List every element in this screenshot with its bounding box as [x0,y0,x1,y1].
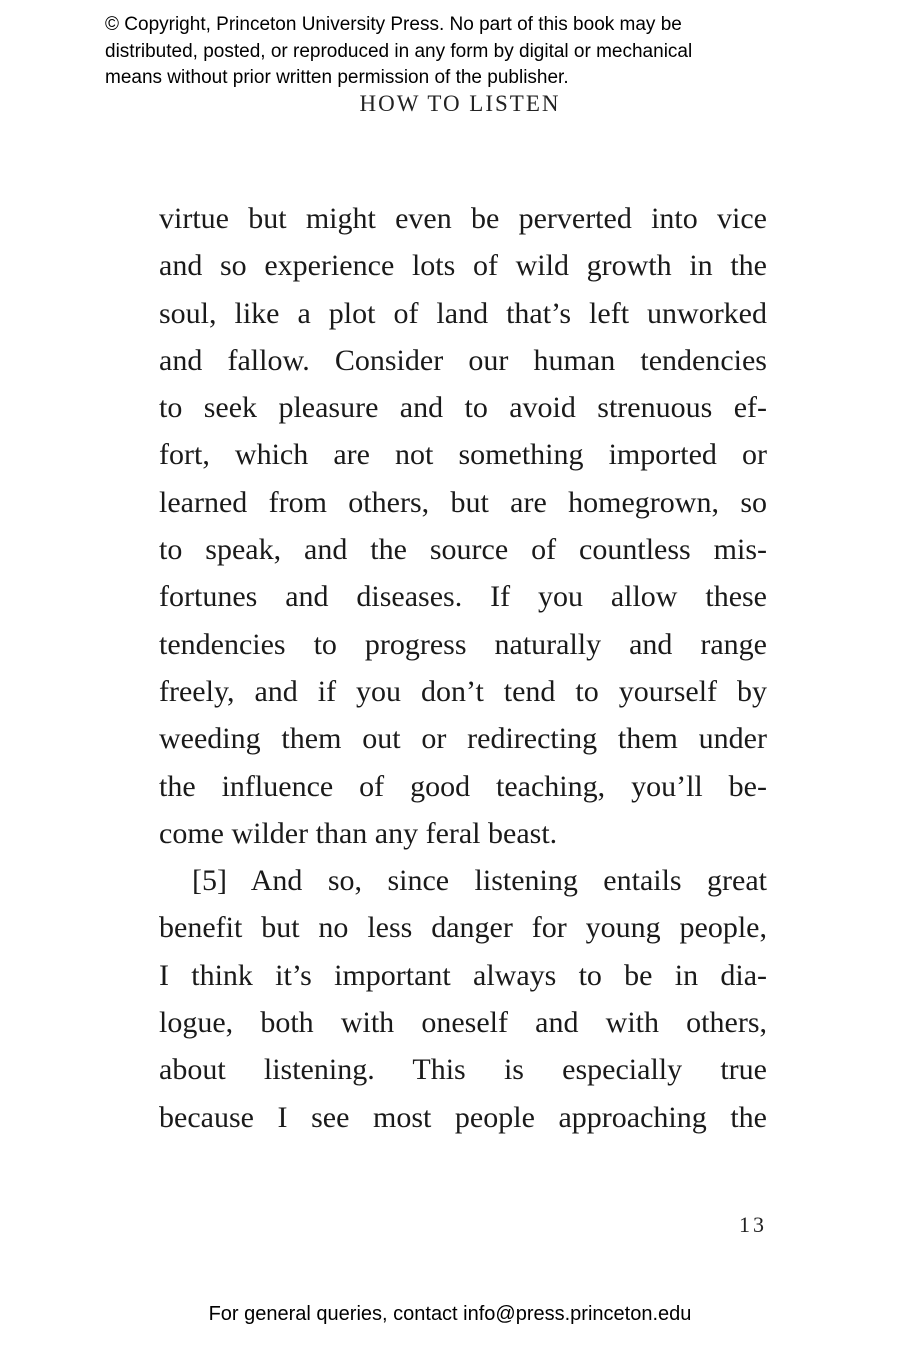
text-line: about listening. This is especially true [159,1053,767,1087]
text-line: [5] And so, since listening entails great [192,864,767,898]
copyright-notice [105,12,825,92]
text-line: and fallow. Consider our human tendencies [159,343,767,377]
text-line: to speak, and the source of countless mis- [159,533,767,567]
text-line: because I see most people approaching the [159,1100,767,1134]
copyright-line: distributed, posted, or reproduced in any form by digital or mechanical [105,40,693,62]
body-text [159,195,767,1141]
text-line: benefit but no less danger for young people, [159,911,767,945]
text-line: fortunes and diseases. If you allow these [159,580,767,614]
text-line: fort, which are not something imported or [159,438,767,472]
text-line: the influence of good teaching, you’ll be- [159,769,767,803]
page-number: 13 [739,1212,767,1237]
text-line: weeding them out or redirecting them under [159,722,767,756]
text-line: soul, like a plot of land that’s left unworked [159,296,767,330]
footer-contact: For general queries, contact info@press.princeton.edu [208,1303,692,1325]
text-line: and so experience lots of wild growth in the [159,249,767,283]
text-line: I think it’s important always to be in dia- [159,958,767,992]
text-line: tendencies to progress naturally and range [159,627,767,661]
text-line: come wilder than any feral beast. [159,816,558,850]
text-line: logue, both with oneself and with others, [159,1006,767,1040]
copyright-line: means without prior written permission of the publisher. [105,67,569,88]
copyright-line: © Copyright, Princeton University Press. No part of this book may be [105,14,682,35]
text-line: learned from others, but are homegrown, so [159,485,767,519]
text-line: freely, and if you don’t tend to yourself by [159,674,767,708]
text-line: virtue but might even be perverted into vice [159,202,767,235]
running-head: HOW TO LISTEN [359,91,561,116]
text-line: to seek pleasure and to avoid strenuous ef- [159,391,767,425]
